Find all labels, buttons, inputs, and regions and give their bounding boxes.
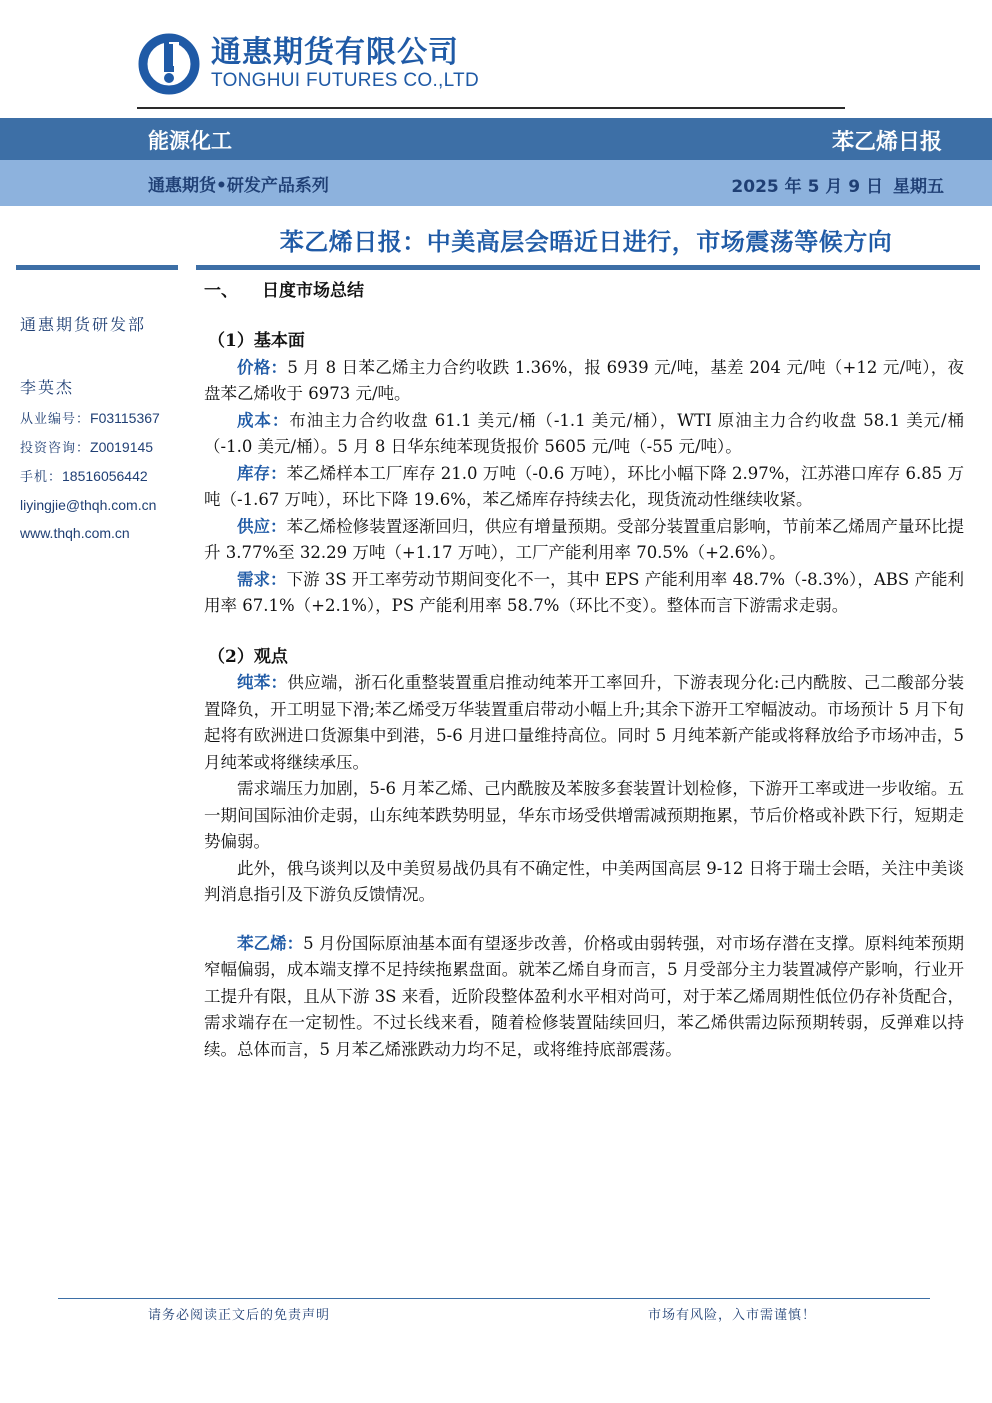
styrene-text: 5 月份国际原油基本面有望逐步改善，价格或由弱转强，对市场存潜在支撑。原料纯苯预期窄幅偏弱，成本端支撑不足持续拖累盘面。就苯乙烯自身而言，5 月受部分主力装置减停产影响，行业开工提升有限，且从下游 3S 来看，近阶段整体盈利水平相对尚可，对于苯乙烯周期性低位仍存补货配合，需求端存在一定韧性。不过长线来看，随着检修装置陆续回归，苯乙烯供需边际预期转弱，反弹难以持续。总体而言，5 月苯乙烯涨跌动力均不足，或将维持底部震荡。 [204,933,965,1059]
report-date [731,172,944,197]
consult-row [20,437,190,456]
section-title: 日度市场总结 [262,281,364,301]
disclaimer-note: 请务必阅读正文后的免责声明 [148,1308,331,1323]
website-link[interactable]: www.thqh.com.cn [20,525,130,541]
subsection-fundamentals: （1）基本面 [208,331,305,351]
demand-label: 需求： [237,569,287,589]
benzene-paragraph-3: 此外，俄乌谈判以及中美贸易战仍具有不确定性，中美两国高层 9-12 日将于瑞士会晤，关注中美谈判消息指引及下游负反馈情况。 [204,858,964,904]
section-heading [204,278,964,308]
supply-label: 供应： [237,516,287,536]
benzene-paragraph-2: 需求端压力加剧，5-6 月苯乙烯、己内酰胺及苯胺多套装置计划检修，下游开工率或进一步收缩。五一期间国际油价走弱，山东纯苯跌势明显，华东市场受供增需减预期拖累，节后价格或补跌下行，短期走势偏弱。 [204,779,964,851]
risk-warning: 市场有风险，入市需谨慎！ [648,1308,817,1323]
stock-label: 库存： [237,463,287,483]
company-name-en: TONGHUI FUTURES CO.,LTD [211,70,479,91]
subsection-views: （2）观点 [208,646,288,667]
cost-text: 布油主力合约收盘 61.1 美元/桶（-1.1 美元/桶），WTI 原油主力合约收盘 58.1 美元/桶（-1.0 美元/桶）。5 月 8 日华东纯苯现货报价 5605 元/吨（-55 元/吨）。 [204,410,965,456]
license-row [20,408,190,427]
stock-text: 苯乙烯样本工厂库存 21.0 万吨（-0.6 万吨），环比小幅下降 2.97%，江苏港口库存 6.85 万吨（-1.67 万吨），环比下降 19.6%，苯乙烯库存持续去化，现货流动性继续收紧。 [204,463,964,509]
author-sidebar [20,312,190,541]
analyst-name: 李英杰 [20,378,75,397]
consult-number: Z0019145 [90,439,154,455]
styrene-label: 苯乙烯： [237,933,304,953]
price-text: 5 月 8 日苯乙烯主力合约收跌 1.36%，报 6939 元/吨，基差 204 元/吨（+12 元/吨），夜盘苯乙烯收于 6973 元/吨。 [204,357,965,403]
logo-divider [137,107,845,109]
demand-text: 下游 3S 开工率劳动节期间变化不一，其中 EPS 产能利用率 48.7%（-8.3%），ABS 产能利用率 67.1%（+2.1%），PS 产能利用率 58.7%（环比不变）。整体而言下游需求走弱。 [204,569,964,615]
supply-text: 苯乙烯检修装置逐渐回归，供应有增量预期。受部分装置重启影响，节前苯乙烯周产量环比提升 3.77%至 32.29 万吨（+1.17 万吨），工厂产能利用率 70.5%（+2.6%）。 [204,516,965,562]
footer-divider [58,1298,930,1299]
benzene-label: 纯苯： [237,673,288,692]
report-body [204,278,964,1063]
report-type-title: 苯乙烯日报 [831,130,942,155]
phone-number: 18516056442 [62,468,148,484]
company-logo-icon [137,32,201,96]
email-link[interactable]: liyingjie@thqh.com.cn [20,497,157,513]
company-logo [137,32,479,96]
phone-row [20,466,190,485]
section-number: 一、 [204,281,238,301]
license-number: F03115367 [90,410,160,426]
cost-label: 成本： [237,410,290,430]
cost-paragraph [204,408,964,461]
phone-label: 手机： [20,470,63,485]
benzene-paragraph [204,670,964,776]
stock-paragraph [204,461,964,514]
company-name-cn: 通惠期货有限公司 [211,35,459,70]
consult-label: 投资咨询： [20,441,91,456]
price-paragraph [204,355,964,408]
license-label: 从业编号： [20,412,91,427]
date-text: 2025 年 5 月 9 日 [731,177,883,197]
sidebar-title-rule [16,265,178,270]
department-name: 通惠期货研发部 [20,315,147,334]
weekday-text: 星期五 [893,177,944,197]
demand-paragraph [204,567,964,620]
benzene-text: 供应端，浙石化重整装置重启推动纯苯开工率回升，下游表现分化:己内酰胺、己二酸部分装置降负，开工明显下滑;苯乙烯受万华装置重启带动小幅上升;其余下游开工窄幅波动。市场预计 5 月下旬起将有欧洲进口货源集中到港，5-6 月进口量维持高位。同时 5 月纯苯新产能或将释放给予市场冲击，5 月纯苯或将继续承压。 [204,673,965,772]
content-title-rule [196,265,980,270]
series-label: 通惠期货•研发产品系列 [148,176,329,196]
paragraph-gap [204,909,964,931]
price-label: 价格： [237,357,288,377]
report-title: 苯乙烯日报：中美高层会晤近日进行，市场震荡等候方向 [279,228,893,256]
sector-title: 能源化工 [148,129,232,153]
styrene-paragraph [204,931,964,1064]
supply-paragraph [204,514,964,567]
